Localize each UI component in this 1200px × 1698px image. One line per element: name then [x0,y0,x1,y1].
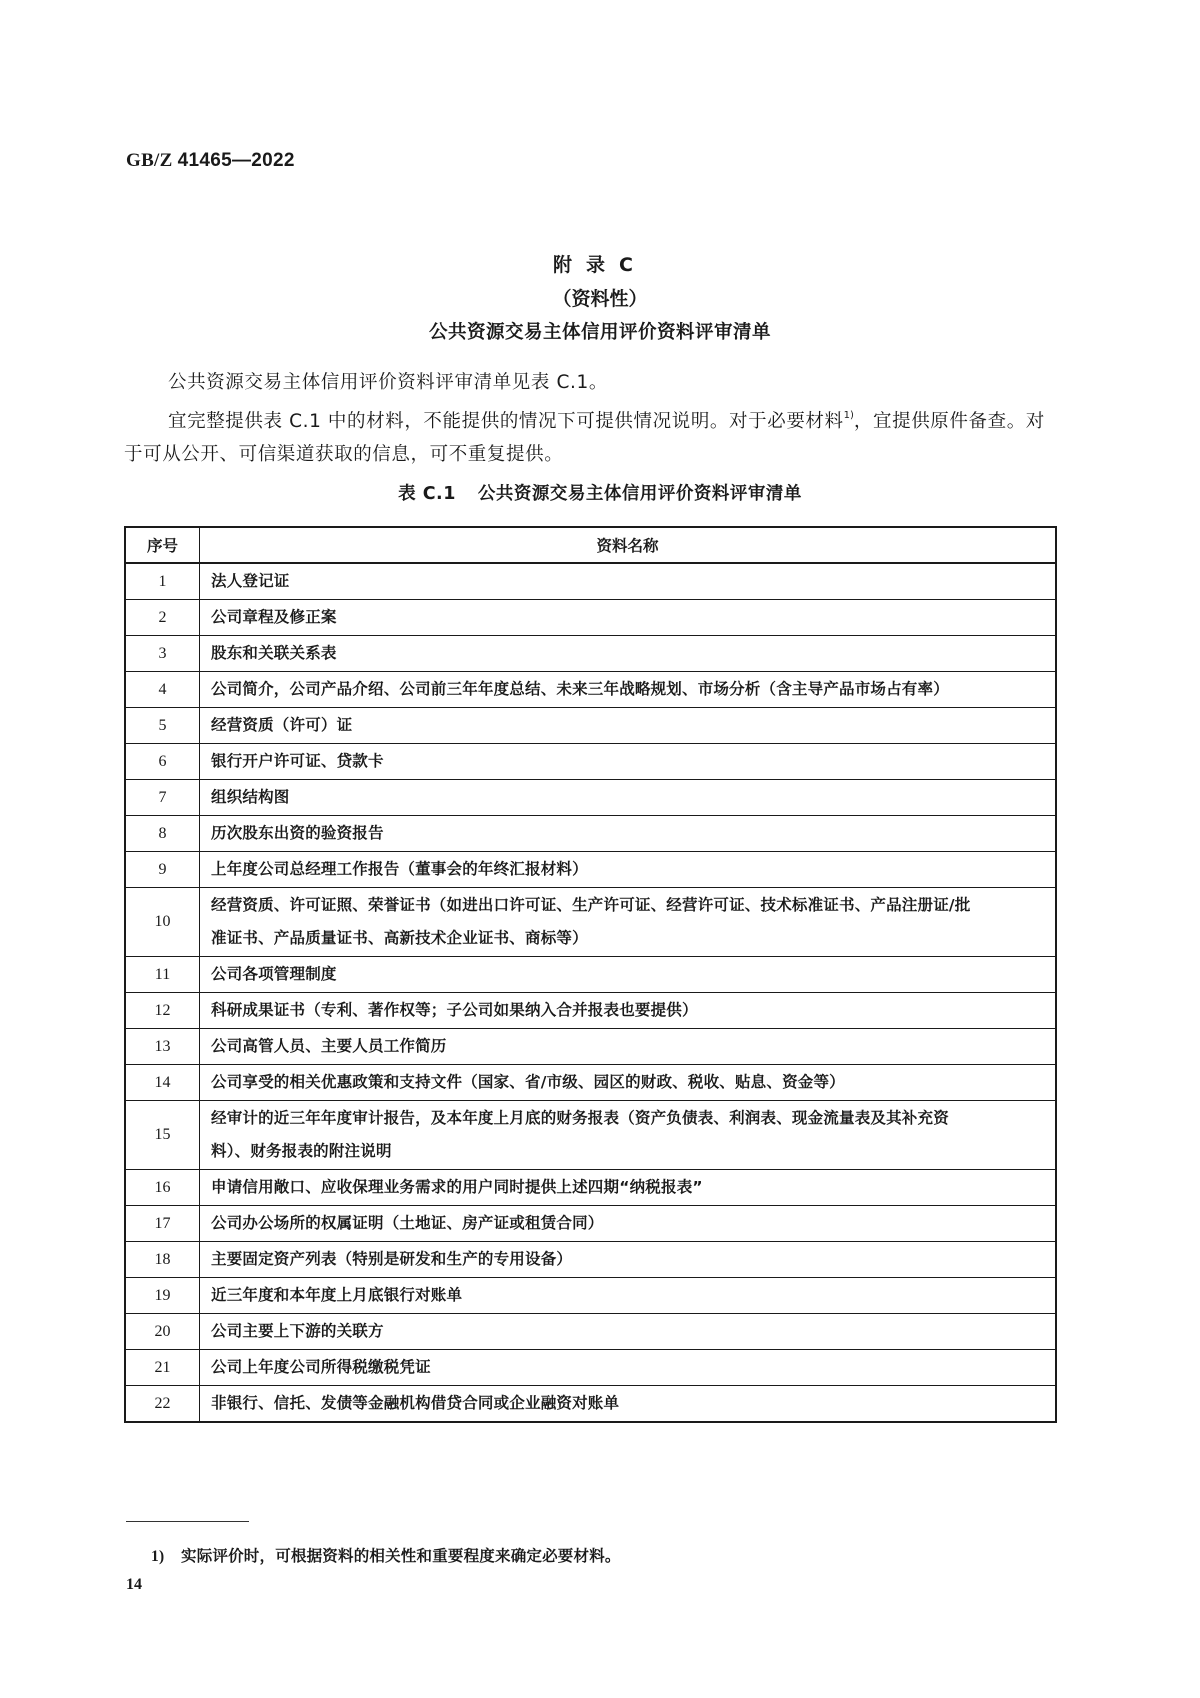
row-index: 22 [125,1386,200,1423]
table-row [125,600,1056,636]
row-material-name [200,1206,1057,1242]
row-material-name [200,852,1057,888]
row-material-name [200,957,1057,993]
material-name-line: 经营资质、许可证照、荣誉证书（如进出口许可证、生产许可证、经营许可证、技术标准证书、产品注册证/批 [211,896,971,914]
row-index: 9 [125,852,200,888]
table-row [125,744,1056,780]
guidance-paragraph [124,399,1059,471]
row-material-name [200,888,1057,957]
row-index: 18 [125,1242,200,1278]
table-caption-label: 表 C.1 [398,484,456,504]
row-index: 19 [125,1278,200,1314]
material-name-line: 公司简介，公司产品介绍、公司前三年年度总结、未来三年战略规划、市场分析（含主导产品市场占有率） [211,680,949,698]
material-name-line: 准证书、产品质量证书、高新技术企业证书、商标等） [211,929,588,947]
table-row [125,708,1056,744]
table-row [125,1278,1056,1314]
table-row [125,1206,1056,1242]
material-name-line: 经营资质（许可）证 [211,716,353,734]
doc-number: 41465—2022 [177,150,295,171]
table-row [125,1242,1056,1278]
row-material-name [200,1278,1057,1314]
row-material-name [200,1101,1057,1170]
footnote-mark: 1) [151,1548,165,1565]
footnote-text: 实际评价时，可根据资料的相关性和重要程度来确定必要材料。 [181,1547,621,1565]
row-material-name [200,708,1057,744]
table-row [125,852,1056,888]
row-material-name [200,1242,1057,1278]
appendix-title: 附录C [553,254,647,276]
document-identifier [126,150,295,172]
material-name-line: 公司章程及修正案 [211,608,337,626]
row-index: 11 [125,957,200,993]
material-name-line: 公司各项管理制度 [211,965,337,983]
row-index: 17 [125,1206,200,1242]
table-row [125,1029,1056,1065]
table-row [125,993,1056,1029]
table-row [125,957,1056,993]
footnote-divider [126,1521,249,1522]
row-material-name [200,993,1057,1029]
row-material-name [200,636,1057,672]
row-material-name [200,1386,1057,1423]
footnote [151,1544,621,1566]
page-number: 14 [126,1576,142,1593]
row-index: 6 [125,744,200,780]
table-row [125,816,1056,852]
material-name-line: 科研成果证书（专利、著作权等；子公司如果纳入合并报表也要提供） [211,1001,698,1019]
material-name-line: 料）、财务报表的附注说明 [211,1142,392,1160]
material-name-line: 经审计的近三年年度审计报告，及本年度上月底的财务报表（资产负债表、利润表、现金流量表及其补充资 [211,1109,949,1127]
column-header-index: 序号 [125,527,200,563]
row-material-name [200,1029,1057,1065]
row-material-name [200,1314,1057,1350]
material-name-line: 公司办公场所的权属证明（土地证、房产证或租赁合同） [211,1214,604,1232]
table-row [125,888,1056,957]
row-material-name [200,1350,1057,1386]
materials-table [124,526,1057,1423]
material-name-line: 上年度公司总经理工作报告（董事会的年终汇报材料） [211,860,588,878]
material-name-line: 近三年度和本年度上月底银行对账单 [211,1286,463,1304]
material-name-line: 公司享受的相关优惠政策和支持文件（国家、省/市级、园区的财政、税收、贴息、资金等） [211,1073,845,1091]
row-index: 5 [125,708,200,744]
appendix-heading: 公共资源交易主体信用评价资料评审清单 [428,322,771,343]
row-material-name [200,600,1057,636]
row-material-name [200,744,1057,780]
table-row [125,636,1056,672]
row-index: 14 [125,1065,200,1101]
material-name-line: 股东和关联关系表 [211,644,337,662]
row-material-name [200,816,1057,852]
row-index: 8 [125,816,200,852]
row-material-name [200,1065,1057,1101]
guidance-text-after: ，宜提供原件备查。对于可从公开、可信渠道获取的信息，可不重复提供。 [124,411,1045,465]
intro-paragraph: 公共资源交易主体信用评价资料评审清单见表 C.1。 [168,372,608,393]
row-index: 3 [125,636,200,672]
row-index: 20 [125,1314,200,1350]
row-index: 10 [125,888,200,957]
material-name-line: 组织结构图 [211,788,290,806]
table-row [125,672,1056,708]
material-name-line: 主要固定资产列表（特别是研发和生产的专用设备） [211,1250,573,1268]
appendix-nature: （资料性） [552,288,648,310]
row-material-name [200,672,1057,708]
column-header-name: 资料名称 [200,527,1057,563]
material-name-line: 非银行、信托、发债等金融机构借贷合同或企业融资对账单 [211,1394,620,1412]
row-index: 13 [125,1029,200,1065]
row-index: 12 [125,993,200,1029]
material-name-line: 公司上年度公司所得税缴税凭证 [211,1358,431,1376]
row-index: 21 [125,1350,200,1386]
row-index: 2 [125,600,200,636]
table-body [125,563,1056,1422]
row-index: 7 [125,780,200,816]
material-name-line: 申请信用敞口、应收保理业务需求的用户同时提供上述四期“纳税报表” [211,1178,703,1196]
table-caption [0,480,1200,505]
material-name-line: 银行开户许可证、贷款卡 [211,752,384,770]
row-index: 16 [125,1170,200,1206]
row-material-name [200,1170,1057,1206]
table-row [125,780,1056,816]
table-header-row [125,527,1056,563]
row-index: 1 [125,563,200,600]
table-caption-title: 公共资源交易主体信用评价资料评审清单 [477,484,802,504]
footnote-reference[interactable]: 1) [843,410,854,421]
material-name-line: 法人登记证 [211,572,290,590]
table-row [125,1065,1056,1101]
row-material-name [200,780,1057,816]
table-row [125,1314,1056,1350]
row-index: 15 [125,1101,200,1170]
material-name-line: 历次股东出资的验资报告 [211,824,384,842]
table-row [125,1101,1056,1170]
row-index: 4 [125,672,200,708]
table-row [125,563,1056,600]
doc-prefix: GB/Z [126,150,173,171]
table-row [125,1386,1056,1423]
table-row [125,1170,1056,1206]
material-name-line: 公司主要上下游的关联方 [211,1322,384,1340]
material-name-line: 公司高管人员、主要人员工作简历 [211,1037,447,1055]
table-row [125,1350,1056,1386]
row-material-name [200,563,1057,600]
guidance-text-before: 宜完整提供表 C.1 中的材料，不能提供的情况下可提供情况说明。对于必要材料 [168,411,844,432]
